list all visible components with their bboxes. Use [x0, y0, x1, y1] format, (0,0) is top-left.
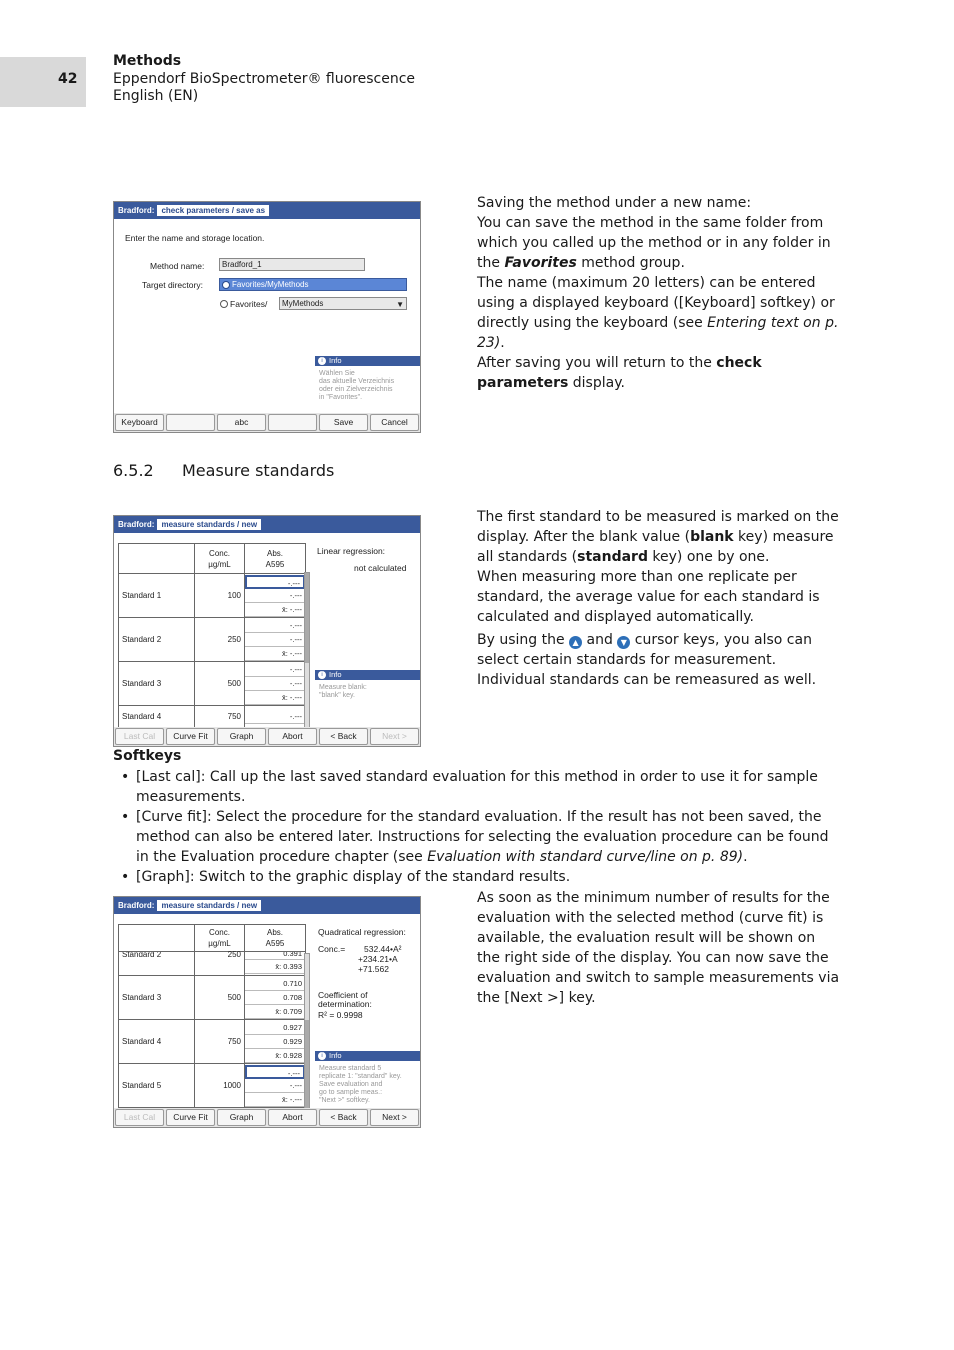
target-dir-radio[interactable] [219, 278, 407, 291]
scrollbar[interactable] [304, 953, 310, 1109]
back-softkey[interactable]: < Back [319, 728, 368, 745]
info-text: Measure blank: "blank" key. [319, 684, 367, 699]
scrollbar-thumb[interactable] [305, 573, 309, 663]
section-title: Measure standards [182, 461, 335, 480]
para-line: By using the ▲ and ▼ cursor keys, you also can select certain standards for measurement. Individual standards can be remeasured as well. [477, 632, 817, 688]
table-row[interactable]: Standard 2 250 0.391 x̄: 0.393 [119, 952, 306, 976]
info-panel [315, 356, 420, 406]
info-text: Wählen Sie das aktuelle Verzeichnis oder ein Zielverzeichnis in "Favorites". [319, 370, 395, 401]
table-row[interactable]: Standard 4 750 -.--- [119, 706, 306, 728]
para-line: You can save the method in the same folder from which you called up the method or in any folder in the Favorites method group. [477, 215, 831, 271]
page-number: 42 [58, 71, 78, 87]
para-line: After saving you will return to the check parameters display. [477, 355, 762, 391]
header-product: Eppendorf BioSpectrometer® fluorescence [113, 70, 416, 87]
empty-softkey[interactable] [166, 414, 215, 431]
measure-standards-screenshot [113, 515, 421, 747]
next-softkey[interactable]: Next > [370, 1109, 419, 1126]
table-row[interactable]: Standard 3 500 0.710 0.708 x̄: 0.709 [119, 976, 306, 1020]
softkey-bar [114, 413, 420, 432]
cursor-down-icon: ▼ [617, 636, 630, 649]
screen-titlebar [114, 202, 420, 219]
dropdown-arrow-icon: ▼ [396, 300, 404, 309]
measure-standards-description [477, 507, 842, 690]
favorites-value: MyMethods [282, 299, 324, 308]
info-title: i Info [315, 1051, 420, 1061]
curve-fit-softkey[interactable]: Curve Fit [166, 1109, 215, 1126]
standards-table [118, 543, 306, 728]
regression-label: Quadratical regression: [318, 927, 406, 937]
screen-tab: measure standards / new [157, 519, 261, 530]
regression-result-screenshot [113, 896, 421, 1128]
evaluation-description: As soon as the minimum number of results for the evaluation with the selected method (curve fit) is available, the evaluation result will be shown on the right side of the display. You can now save the evaluation and switch to sample measurements via the [Next >] key. [477, 890, 840, 1006]
info-title: i Info [315, 670, 420, 680]
target-dir-value: Favorites/MyMethods [232, 280, 309, 289]
equation-term3: +71.562 [358, 964, 389, 974]
scrollbar[interactable] [304, 572, 310, 728]
table-row[interactable]: Standard 4 750 0.927 0.929 x̄: 0.928 [119, 1020, 306, 1064]
list-item: • [Graph]: Switch to the graphic display of the standard results. [113, 867, 843, 887]
curve-fit-softkey[interactable]: Curve Fit [166, 728, 215, 745]
graph-softkey[interactable]: Graph [217, 1109, 266, 1126]
table-header: Conc. µg/mL Abs. A595 [119, 925, 306, 952]
abort-softkey[interactable]: Abort [268, 1109, 317, 1126]
softkey-bar [114, 1108, 420, 1127]
info-title: i Info [315, 356, 420, 366]
target-dir-label: Target directory: [142, 280, 203, 290]
screen-tab: check parameters / save as [157, 205, 269, 216]
info-panel [315, 1051, 420, 1109]
radio-empty-icon [220, 300, 228, 308]
cancel-softkey[interactable]: Cancel [370, 414, 419, 431]
save-as-screenshot [113, 201, 421, 433]
favorites-dropdown[interactable] [279, 297, 407, 310]
table-header: Conc. µg/mL Abs. A595 [119, 544, 306, 574]
next-softkey[interactable]: Next > [370, 728, 419, 745]
equation-label: Conc.= [318, 944, 346, 954]
last-cal-softkey[interactable]: Last Cal [115, 1109, 164, 1126]
header-language: English (EN) [113, 88, 199, 104]
para-line: The name (maximum 20 letters) can be entered using a displayed keyboard ([Keyboard] softkey) or directly using the keyboard (see Entering text on p. 23). [477, 275, 839, 351]
method-name-label: Method name: [150, 261, 205, 271]
para-line: Saving the method under a new name: [477, 195, 752, 211]
abort-softkey[interactable]: Abort [268, 728, 317, 745]
screen-method: Bradford: [118, 206, 155, 215]
prompt-text: Enter the name and storage location. [125, 233, 265, 243]
favorites-radio[interactable] [220, 299, 267, 309]
scrollbar-thumb[interactable] [305, 1020, 309, 1110]
list-item: • [Curve fit]: Select the procedure for the standard evaluation. If the result has not been saved, the method can also be entered later. Instructions for selecting the evaluation procedure can be found in the Evaluation procedure chapter (see Evaluation with standard curve/line on p. 89). [113, 807, 843, 867]
last-cal-softkey[interactable]: Last Cal [115, 728, 164, 745]
screen-titlebar [114, 897, 420, 914]
softkeys-heading: Softkeys [113, 748, 182, 764]
regression-label: Linear regression: [317, 546, 386, 556]
equation-term2: +234.21•A [358, 954, 398, 964]
softkeys-list [113, 767, 843, 887]
back-softkey[interactable]: < Back [319, 1109, 368, 1126]
para-line: When measuring more than one replicate per standard, the average value for each standard is calculated and displayed automatically. [477, 569, 820, 625]
screen-titlebar [114, 516, 420, 533]
regression-value: not calculated [354, 563, 407, 573]
method-name-field[interactable]: Bradford_1 [219, 258, 365, 271]
screen-tab: measure standards / new [157, 900, 261, 911]
equation-term1: 532.44•A² [364, 944, 402, 954]
save-softkey[interactable]: Save [319, 414, 368, 431]
page-header [113, 53, 415, 106]
table-row[interactable]: Standard 3 500 -.--- -.--- x̄: -.--- [119, 662, 306, 706]
table-row[interactable]: Standard 2 250 -.--- -.--- x̄: -.--- [119, 618, 306, 662]
softkey-bar [114, 727, 420, 746]
info-panel [315, 670, 420, 704]
keyboard-softkey[interactable]: Keyboard [115, 414, 164, 431]
header-title: Methods [113, 53, 182, 69]
section-number: 6.5.2 [113, 461, 154, 480]
empty-softkey[interactable] [268, 414, 317, 431]
screen-method: Bradford: [118, 520, 155, 529]
radio-selected-icon [222, 281, 230, 289]
save-method-description [477, 193, 842, 393]
standards-table [118, 924, 306, 1108]
screen-method: Bradford: [118, 901, 155, 910]
coefficient-value: R² = 0.9998 [318, 1010, 363, 1020]
table-row[interactable]: Standard 5 1000 -.--- -.--- x̄: -.--- [119, 1064, 306, 1108]
abc-softkey[interactable]: abc [217, 414, 266, 431]
para-line: The first standard to be measured is marked on the display. After the blank value (blank key) measure all standards (standard key) one by one. [477, 509, 839, 565]
info-text: Measure standard 5 replicate 1: "standard" key. Save evaluation and go to sample meas.: "Next >" softkey. [319, 1065, 402, 1104]
table-row[interactable]: Standard 1 100 -.--- -.--- x̄: -.--- [119, 574, 306, 618]
coefficient-label: Coefficient of determination: [318, 990, 372, 1009]
favorites-label: Favorites/ [230, 299, 268, 309]
graph-softkey[interactable]: Graph [217, 728, 266, 745]
cursor-up-icon: ▲ [569, 636, 582, 649]
section-heading [113, 461, 334, 480]
list-item: • [Last cal]: Call up the last saved standard evaluation for this method in order to use it for sample measurements. [113, 767, 843, 807]
